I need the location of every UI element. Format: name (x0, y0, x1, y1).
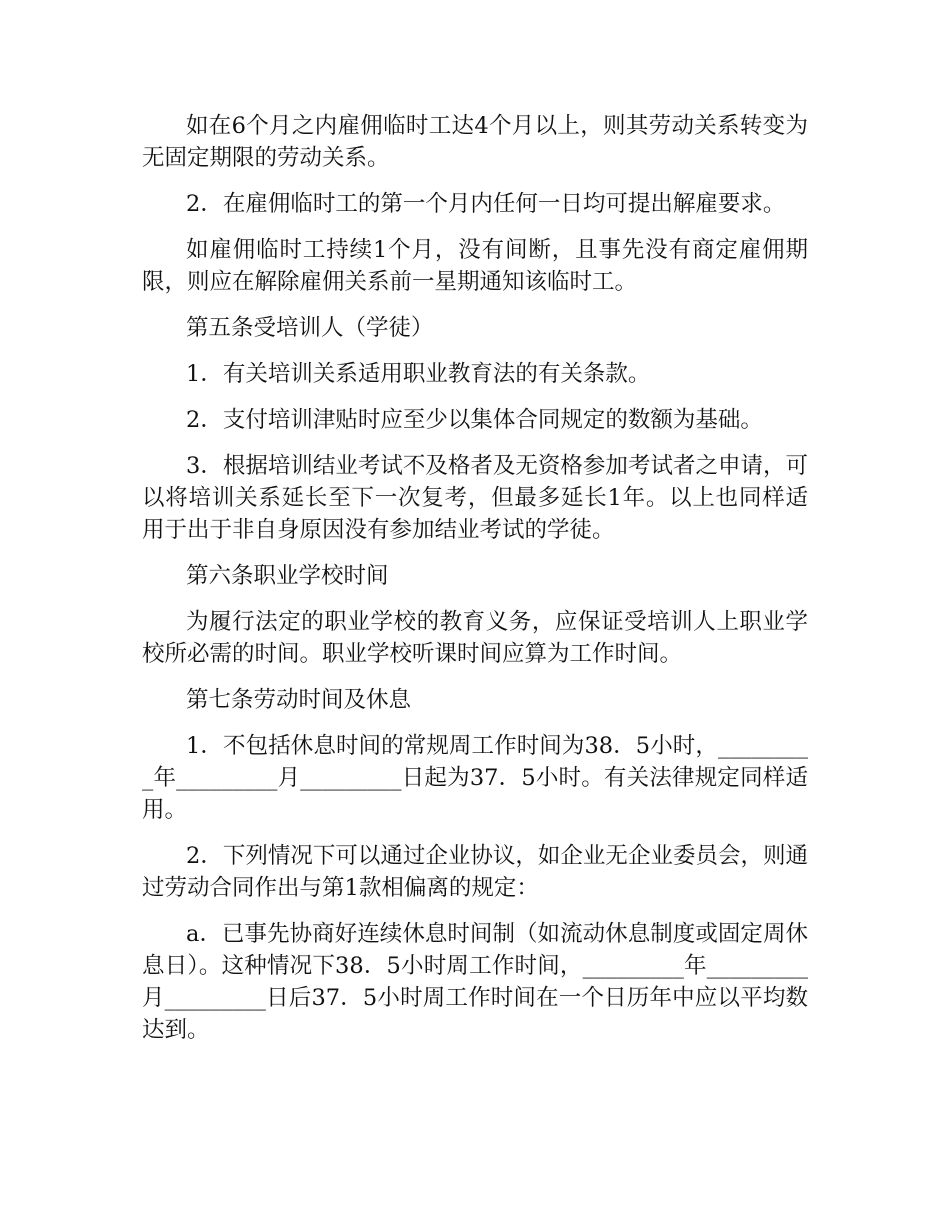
paragraph-weekly-hours: 1．不包括休息时间的常规周工作时间为38．5小时，_________年_________月_________日起为37．5小时。有关法律规定同样适用。 (142, 733, 808, 823)
paragraph-dismissal-first-month: 2．在雇佣临时工的第一个月内任何一日均可提出解雇要求。 (186, 191, 786, 217)
paragraph-temp-worker-conversion: 如在6个月之内雇佣临时工达4个月以上，则其劳动关系转变为无固定期限的劳动关系。 (142, 113, 808, 171)
paragraph-training-law: 1．有关培训关系适用职业教育法的有关条款。 (186, 361, 651, 387)
paragraph-vocational-school-time: 为履行法定的职业学校的教育义务，应保证受培训人上职业学校所必需的时间。职业学校听课时间应算为工作时间。 (142, 609, 808, 667)
paragraph-enterprise-agreement: 2．下列情况下可以通过企业协议，如企业无企业委员会，则通过劳动合同作出与第1款相偏离的规定： (142, 843, 808, 901)
paragraph-training-extension: 3．根据培训结业考试不及格者及无资格参加考试者之申请，可以将培训关系延长至下一次复考，但最多延长1年。以上也同样适用于出于非自身原因没有参加结业考试的学徒。 (142, 453, 808, 543)
article-5-heading: 第五条受培训人（学徒） (186, 315, 434, 341)
document-page (142, 110, 808, 1060)
article-7-heading: 第七条劳动时间及休息 (186, 687, 412, 713)
paragraph-training-allowance: 2．支付培训津贴时应至少以集体合同规定的数额为基础。 (186, 407, 763, 433)
article-6-heading: 第六条职业学校时间 (186, 563, 389, 589)
paragraph-dismissal-notice: 如雇佣临时工持续1个月，没有间断，且事先没有商定雇佣期限，则应在解除雇佣关系前一星期通知该临时工。 (142, 237, 808, 295)
paragraph-rest-system: a．已事先协商好连续休息时间制（如流动休息制度或固定周休息日）。这种情况下38．5小时周工作时间，_________年_________月_________日后37．5小时周工作时间在一个日历年中应以平均数达到。 (142, 921, 808, 1043)
